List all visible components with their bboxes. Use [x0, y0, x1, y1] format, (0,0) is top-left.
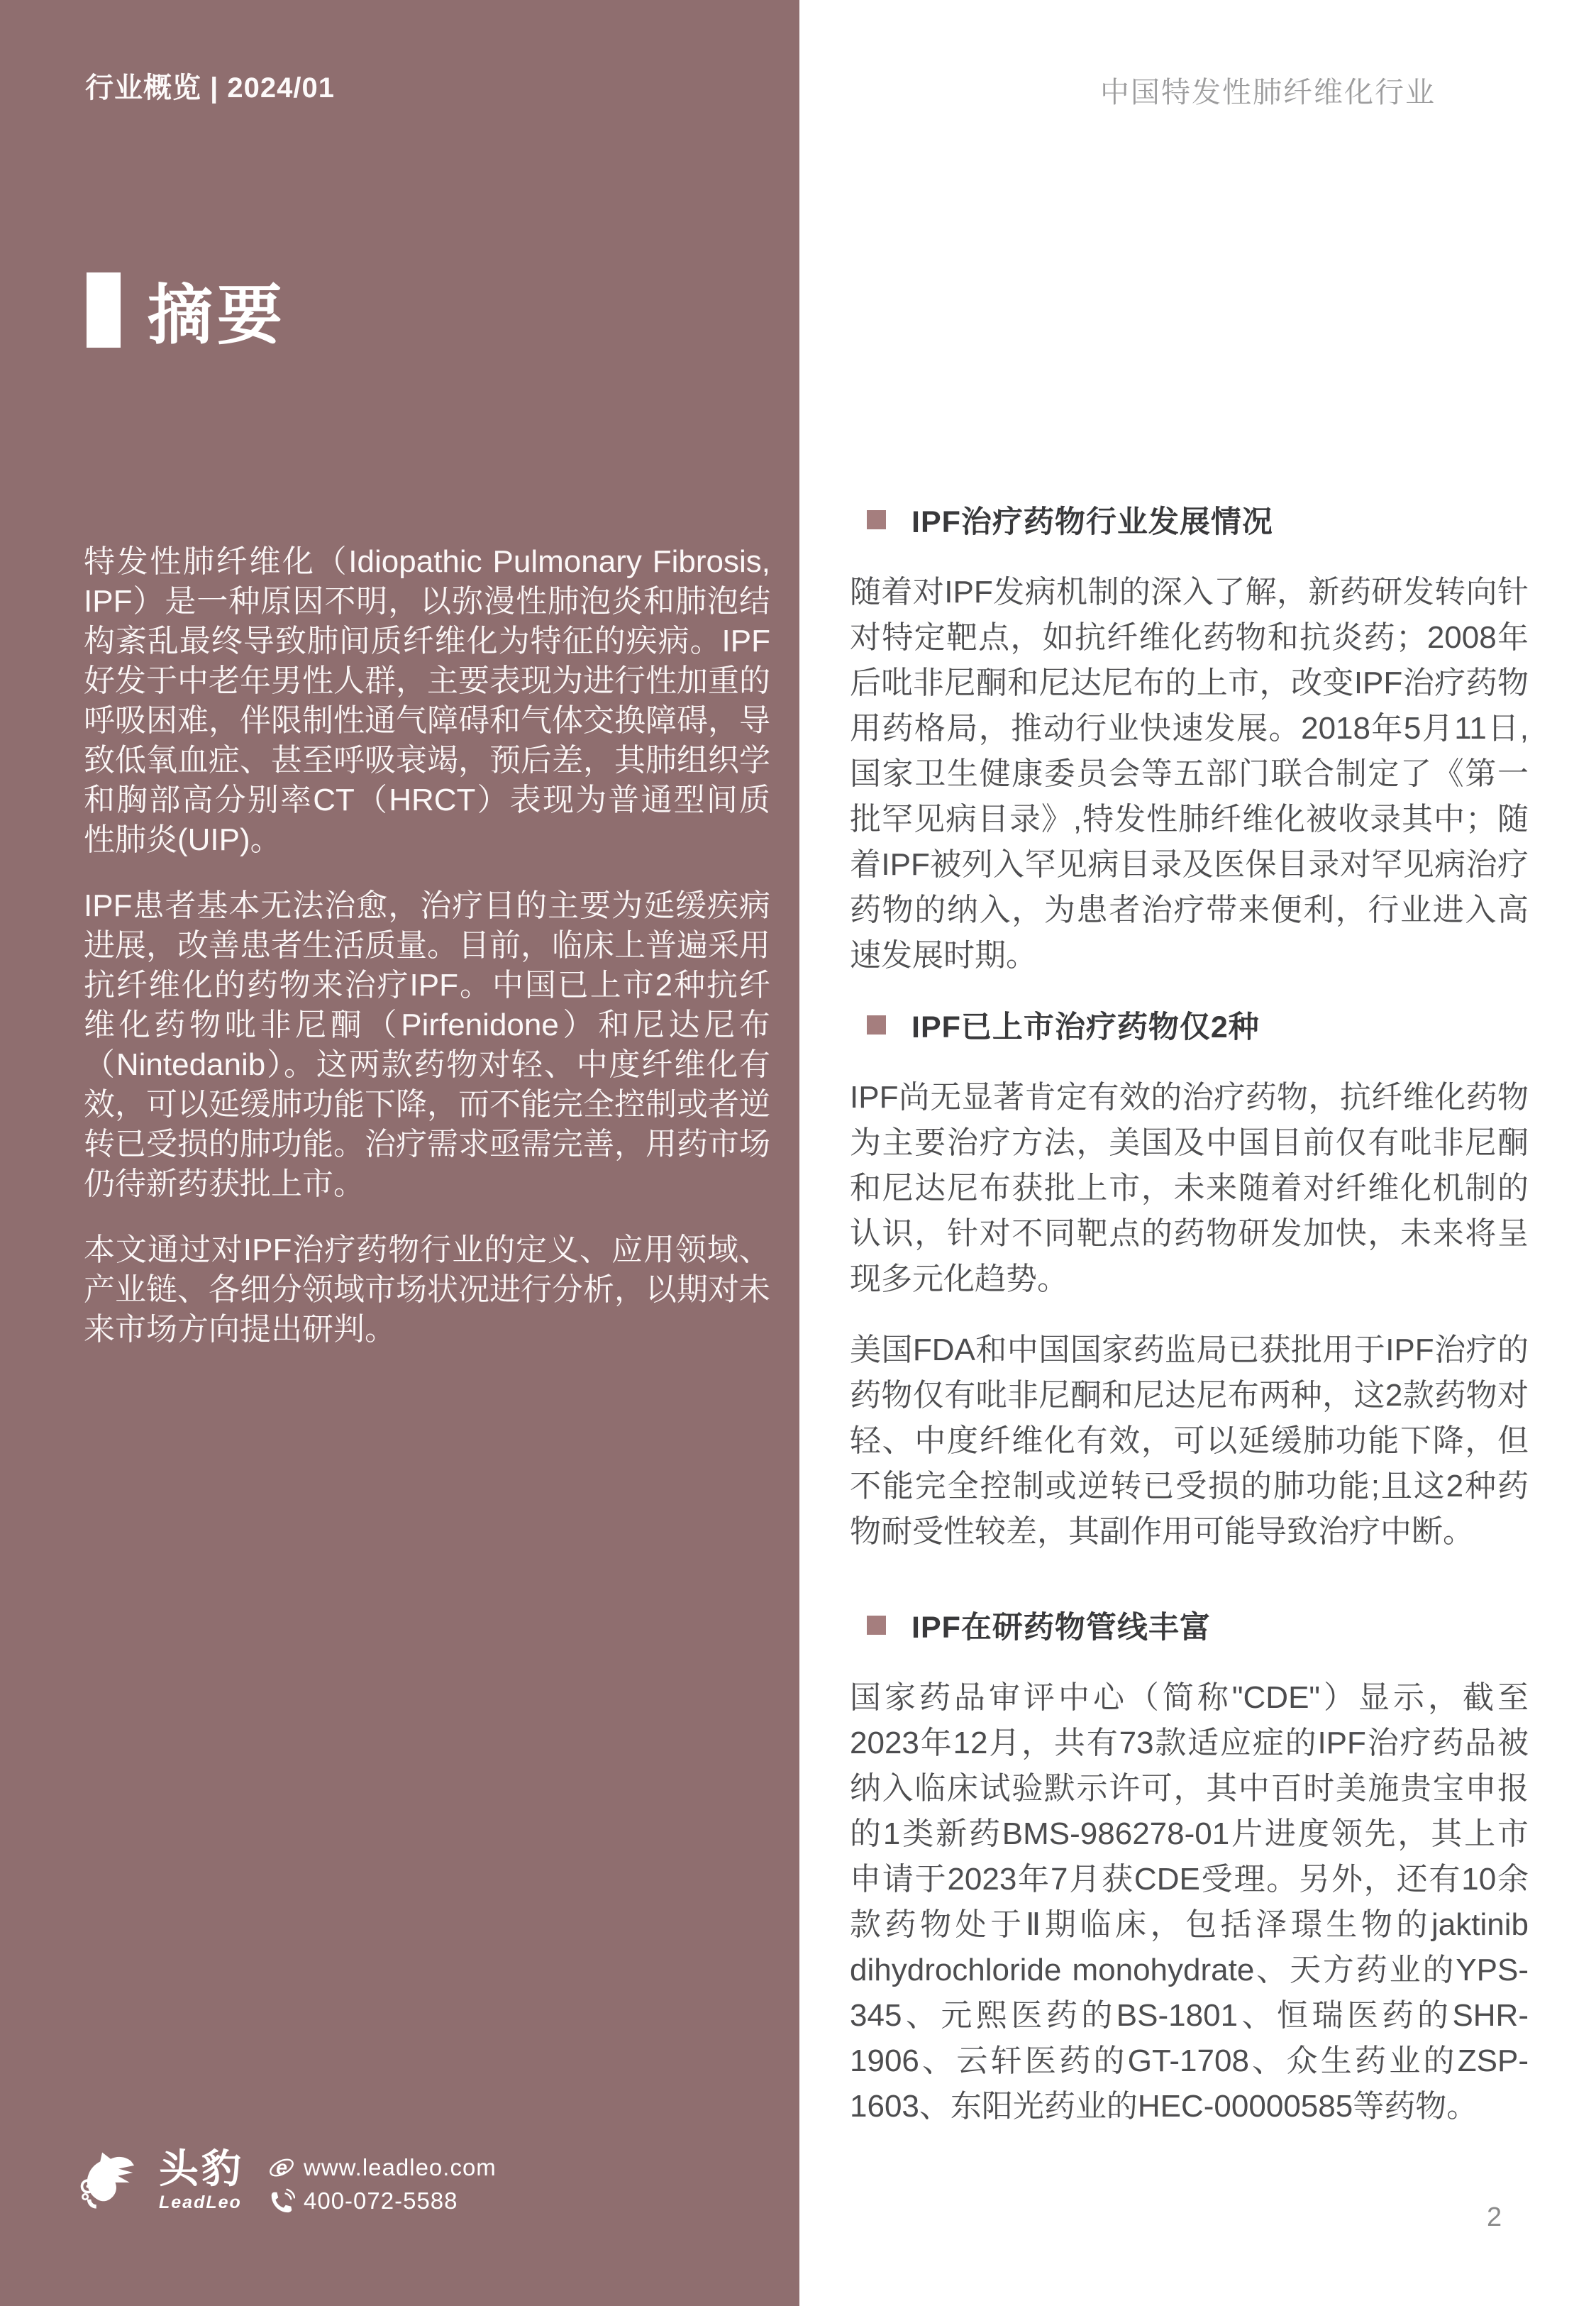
square-bullet-icon — [867, 510, 886, 529]
square-bullet-icon — [867, 1015, 886, 1035]
section-title: IPF在研药物管线丰富 — [911, 1611, 1211, 1645]
page-number: 2 — [1487, 2202, 1502, 2232]
svg-text:e: e — [276, 2156, 287, 2179]
summary-title-block — [87, 263, 287, 357]
section-paragraph: 美国FDA和中国国家药监局已获批用于IPF治疗的药物仅有吡非尼酮和尼达尼布两种，这2款药物对轻、中度纤维化有效，可以延缓肺功能下降，但不能完全控制或逆转已受损的肺功能;且这2种药物耐受性较差，其副作用可能导致治疗中断。 — [850, 1333, 1529, 1549]
section-heading — [850, 1003, 1529, 1047]
section-paragraph: 国家药品审评中心（简称"CDE"）显示，截至2023年12月，共有73款适应症的IPF治疗药品被纳入临床试验默示许可，其中百时美施贵宝申报的1类新药BMS-986278-01片进度领先，其上市申请于2023年7月获CDE受理。另外，还有10余款药物处于Ⅱ期临床，包括泽璟生物的jaktinib dihydrochloride monohydrate、天方药业的YPS-345、元熙医药的BS-1801、恒瑞医药的SHR-1906、云轩医药的GT-1708、众生药业的ZSP-1603、东阳光药业的HEC-00000585等药物。 — [850, 1680, 1529, 2124]
leadleo-leopard-logo-icon — [78, 2144, 143, 2218]
doc-meta: 行业概览 | 2024/01 — [85, 72, 336, 104]
section-body — [850, 1675, 1529, 2129]
globe-e-icon — [268, 2154, 295, 2181]
summary-paragraph: IPF患者基本无法治愈，治疗目的主要为延缓疾病进展，改善患者生活质量。目前，临床上普遍采用抗纤维化的药物来治疗IPF。中国已上市2种抗纤维化药物吡非尼酮（Pirfenidone）和尼达尼布（Nintedanib）。这两款药物对轻、中度纤维化有效，可以延缓肺功能下降，而不能完全控制或者逆转已受损的肺功能。治疗需求亟需完善，用药市场仍待新药获批上市。 — [84, 888, 770, 1201]
phone-row — [268, 2185, 497, 2217]
website-url: www.leadleo.com — [304, 2153, 497, 2180]
section-title: IPF治疗药物行业发展情况 — [911, 505, 1273, 539]
brand-name-cn: 头豹 — [159, 2146, 244, 2191]
section-title: IPF已上市治疗药物仅2种 — [911, 1010, 1260, 1044]
section-heading — [850, 498, 1529, 541]
section-body — [850, 570, 1529, 978]
summary-paragraph: 本文通过对IPF治疗药物行业的定义、应用领域、产业链、各细分领域市场状况进行分析，以期对未来市场方向提出研判。 — [84, 1232, 770, 1347]
footer-brand-block — [78, 2144, 497, 2218]
summary-paragraph: 特发性肺纤维化（Idiopathic Pulmonary Fibrosis, IPF）是一种原因不明，以弥漫性肺泡炎和肺泡结构紊乱最终导致肺间质纤维化为特征的疾病。IPF好发于中老年男性人群，主要表现为进行性加重的呼吸困难，伴限制性通气障碍和气体交换障碍，导致低氧血症、甚至呼吸衰竭，预后差，其肺组织学和胸部高分别率CT（HRCT）表现为普通型间质性肺炎(UIP)。 — [84, 544, 770, 857]
section-ipf-industry-development — [850, 498, 1529, 978]
square-bullet-icon — [867, 1616, 886, 1635]
page-title: 摘要 — [148, 280, 287, 352]
section-pipeline — [850, 1604, 1529, 2129]
section-paragraph: IPF尚无显著肯定有效的治疗药物，抗纤维化药物为主要治疗方法，美国及中国目前仅有吡非尼酮和尼达尼布获批上市，未来随着对纤维化机制的认识，针对不同靶点的药物研发加快，未来将呈现多元化趋势。 — [850, 1080, 1529, 1296]
footer-contact — [268, 2151, 497, 2217]
report-title-header: 中国特发性肺纤维化行业 — [1100, 76, 1436, 109]
website-row — [268, 2151, 497, 2183]
section-heading — [850, 1604, 1529, 1647]
summary-body — [84, 542, 770, 1376]
brand-name — [159, 2148, 244, 2213]
phone-icon — [268, 2188, 295, 2214]
title-accent-bar — [87, 272, 121, 348]
phone-number: 400-072-5588 — [304, 2187, 458, 2214]
section-paragraph: 随着对IPF发病机制的深入了解，新药研发转向针对特定靶点，如抗纤维化药物和抗炎药；2008年后吡非尼酮和尼达尼布的上市，改变IPF治疗药物用药格局，推动行业快速发展。2018年5月11日,国家卫生健康委员会等五部门联合制定了《第一批罕见病目录》,特发性肺纤维化被收录其中；随着IPF被列入罕见病目录及医保目录对罕见病治疗药物的纳入，为患者治疗带来便利，行业进入高速发展时期。 — [850, 575, 1529, 973]
section-approved-drugs — [850, 1003, 1529, 1555]
section-body — [850, 1075, 1529, 1555]
brand-name-en: LeadLeo — [159, 2192, 242, 2212]
